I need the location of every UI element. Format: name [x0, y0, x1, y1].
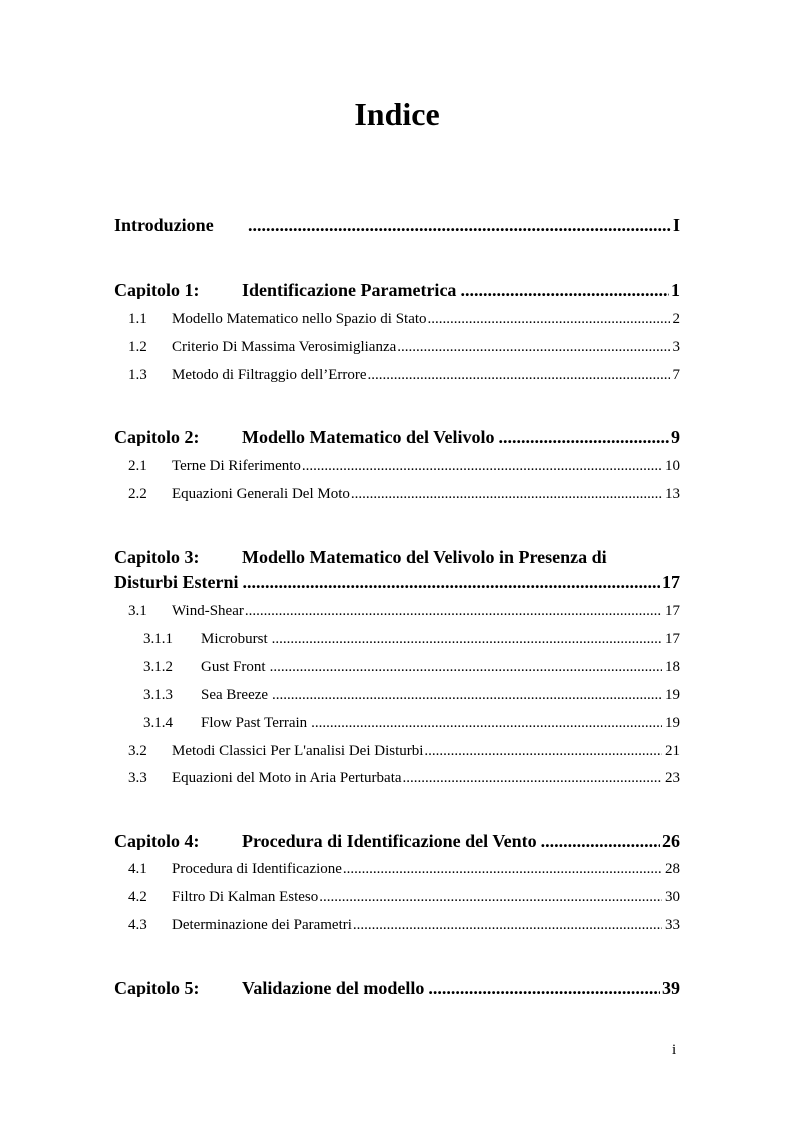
dot-leader	[351, 487, 662, 502]
toc-section-4-2[interactable]	[128, 890, 680, 905]
dot-leader	[428, 979, 660, 997]
dot-leader	[272, 632, 662, 647]
section-page: 17	[665, 604, 680, 619]
section-title: Filtro Di Kalman Esteso	[172, 890, 319, 905]
toc-entry-title: Introduzione	[114, 216, 214, 234]
toc-entry-page: I	[672, 216, 680, 234]
dot-leader	[428, 312, 670, 327]
section-page: 23	[665, 771, 680, 786]
chapter-page: 9	[671, 428, 680, 446]
toc-subsection-3-1-2[interactable]	[143, 660, 680, 675]
toc-section-1-3[interactable]	[128, 368, 680, 383]
chapter-title: Modello Matematico del Velivolo in Presenza di	[242, 547, 607, 567]
subsection-title: Flow Past Terrain	[201, 716, 308, 731]
chapter-title: Procedura di Identificazione del Vento	[242, 832, 537, 850]
section-title: Equazioni Generali Del Moto	[172, 487, 350, 502]
dot-leader	[541, 832, 660, 850]
toc-section-1-2[interactable]	[128, 340, 680, 355]
section-number: 1.1	[128, 312, 147, 327]
section-title: Modello Matematico nello Spazio di Stato	[172, 312, 427, 327]
section-page: 13	[665, 487, 680, 502]
toc-chapter-3-line2[interactable]	[114, 573, 680, 591]
toc-chapter-4[interactable]	[114, 832, 680, 850]
toc-section-2-1[interactable]	[128, 459, 680, 474]
toc-section-3-2[interactable]	[128, 744, 680, 759]
toc-section-4-1[interactable]	[128, 862, 680, 877]
toc-entry-introduction[interactable]	[114, 216, 680, 234]
subsection-number: 3.1.1	[143, 632, 173, 647]
toc-subsection-3-1-3[interactable]	[143, 688, 680, 703]
section-title: Metodo di Filtraggio dell’Errore	[172, 368, 367, 383]
dot-leader	[270, 660, 662, 675]
toc-chapter-5[interactable]	[114, 979, 680, 997]
section-number: 3.3	[128, 771, 147, 786]
section-page: 7	[672, 368, 680, 383]
dot-leader	[368, 368, 670, 383]
chapter-number: Capitolo 4:	[114, 832, 200, 850]
section-number: 2.2	[128, 487, 147, 502]
toc-section-3-1[interactable]	[128, 604, 680, 619]
chapter-page: 17	[662, 573, 680, 591]
section-number: 2.1	[128, 459, 147, 474]
page-title: Indice	[354, 96, 440, 132]
section-page: 10	[665, 459, 680, 474]
toc-subsection-3-1-4[interactable]	[143, 716, 680, 731]
chapter-page: 1	[671, 281, 680, 299]
dot-leader	[302, 459, 662, 474]
section-title: Equazioni del Moto in Aria Perturbata	[172, 771, 402, 786]
section-number: 3.2	[128, 744, 147, 759]
chapter-title: Identificazione Parametrica	[242, 281, 457, 299]
toc-subsection-3-1-1[interactable]	[143, 632, 680, 647]
section-title: Wind-Shear	[172, 604, 244, 619]
section-number: 4.2	[128, 890, 147, 905]
section-page: 21	[665, 744, 680, 759]
page-number: i	[672, 1042, 677, 1058]
section-title: Procedura di Identificazione	[172, 862, 342, 877]
section-page: 3	[672, 340, 680, 355]
chapter-page: 39	[662, 979, 680, 997]
dot-leader	[243, 573, 660, 591]
subsection-page: 18	[665, 660, 680, 675]
dot-leader	[311, 716, 662, 731]
dot-leader	[424, 744, 662, 759]
chapter-page: 26	[662, 832, 680, 850]
section-number: 1.3	[128, 368, 147, 383]
dot-leader	[397, 340, 669, 355]
subsection-number: 3.1.3	[143, 688, 173, 703]
subsection-page: 19	[665, 688, 680, 703]
subsection-page: 19	[665, 716, 680, 731]
toc-section-4-3[interactable]	[128, 918, 680, 933]
section-number: 4.1	[128, 862, 147, 877]
dot-leader	[343, 862, 662, 877]
chapter-number: Capitolo 2:	[114, 428, 200, 446]
subsection-number: 3.1.4	[143, 716, 173, 731]
dot-leader	[460, 281, 669, 299]
section-title: Metodi Classici Per L'analisi Dei Disturbi	[172, 744, 424, 759]
subsection-title: Microburst	[201, 632, 268, 647]
section-title: Criterio Di Massima Verosimiglianza	[172, 340, 397, 355]
section-title: Determinazione dei Parametri	[172, 918, 352, 933]
section-page: 2	[672, 312, 680, 327]
dot-leader	[353, 918, 662, 933]
toc-section-1-1[interactable]	[128, 312, 680, 327]
section-page: 33	[665, 918, 680, 933]
subsection-title: Gust Front	[201, 660, 266, 675]
toc-chapter-1[interactable]	[114, 281, 680, 299]
toc-chapter-3-line1[interactable]	[114, 548, 607, 566]
dot-leader	[248, 216, 671, 234]
section-page: 30	[665, 890, 680, 905]
section-number: 3.1	[128, 604, 147, 619]
section-number: 4.3	[128, 918, 147, 933]
section-title: Terne Di Riferimento	[172, 459, 301, 474]
toc-section-2-2[interactable]	[128, 487, 680, 502]
dot-leader	[498, 428, 669, 446]
chapter-number: Capitolo 1:	[114, 281, 200, 299]
chapter-title: Modello Matematico del Velivolo	[242, 428, 495, 446]
section-page: 28	[665, 862, 680, 877]
subsection-number: 3.1.2	[143, 660, 173, 675]
chapter-number: Capitolo 3:	[114, 547, 200, 567]
dot-leader	[403, 771, 662, 786]
toc-section-3-3[interactable]	[128, 771, 680, 786]
toc-chapter-2[interactable]	[114, 428, 680, 446]
chapter-number: Capitolo 5:	[114, 979, 200, 997]
chapter-title: Validazione del modello	[242, 979, 425, 997]
subsection-page: 17	[665, 632, 680, 647]
dot-leader	[245, 604, 662, 619]
dot-leader	[272, 688, 662, 703]
section-number: 1.2	[128, 340, 147, 355]
dot-leader	[319, 890, 662, 905]
chapter-title-continued: Disturbi Esterni	[114, 573, 239, 591]
subsection-title: Sea Breeze	[201, 688, 269, 703]
